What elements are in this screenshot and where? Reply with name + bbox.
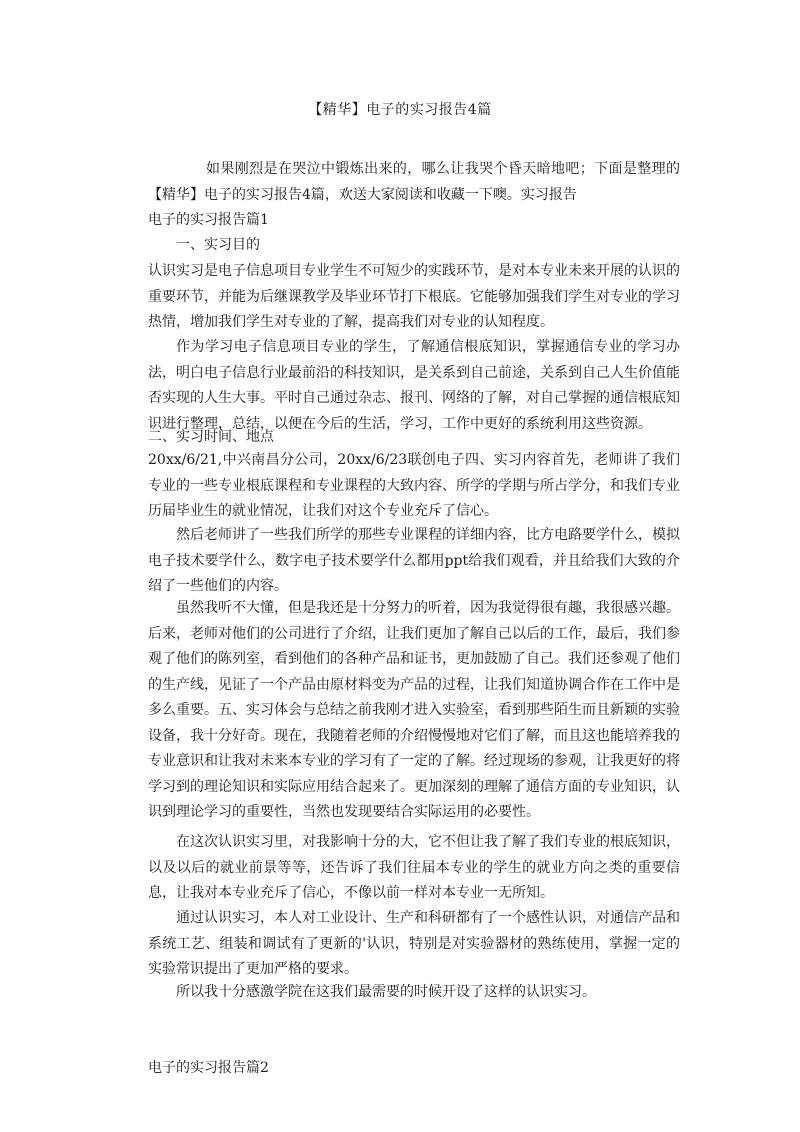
document-title: 【精华】电子的实习报告4篇: [308, 102, 492, 118]
report2-heading: 电子的实习报告篇2: [148, 1060, 269, 1076]
paragraph-6: 在这次认识实习里，对我影响十分的大，它不但让我了解了我们专业的根底知识，以及以后的就业前景等等，还告诉了我们往届本专业的学生的就业方向之类的重要信息，让我对本专业充斥了信心，不像以前一样对本专业一无所知。: [148, 834, 680, 901]
report1-heading: 电子的实习报告篇1: [148, 212, 269, 228]
paragraph-2: 作为学习电子信息项目专业的学生，了解通信根底知识，掌握通信专业的学习办法，明白电子信息行业最前沿的科技知识，是关系到自己前途，关系到自己人生价值能否实现的人生大事。平时自己通过杂志、报刊、网络的了解，对自己掌握的通信根底知识进行整理，总结，以便在今后的生活，学习，工作中更好的系统利用这些资源。: [148, 339, 680, 432]
section1-heading: 一、实习目的: [176, 237, 260, 253]
section2-heading: 二、实习时间、地点: [148, 429, 274, 445]
paragraph-3: 20xx/6/21,中兴南昌分公司，20xx/6/23联创电子四、实习内容首先，老师讲了我们专业的一些专业根底课程和专业课程的大致内容、所学的学期与所占学分，和我们专业历届毕业生的就业情况，让我们对这个专业充斥了信心。: [148, 452, 680, 519]
paragraph-5: 虽然我听不大懂，但是我还是十分努力的听着，因为我觉得很有趣，我很感兴趣。后来，老师对他们的公司进行了介绍，让我们更加了解自己以后的工作，最后，我们参观了他们的陈列室，看到他们的各种产品和证书，更加鼓励了自己。我们还参观了他们的生产线，见证了一个产品由原材料变为产品的过程，让我们知道协调合作在工作中是多么重要。五、实习体会与总结之前我刚才进入实验室，看到那些陌生而且新颖的实验设备，我十分好奇。现在，我随着老师的介绍慢慢地对它们了解，而且这也能培养我的专业意识和让我对未来本专业的学习有了一定的了解。经过现场的参观，让我更好的将学习到的理论知识和实际应用结合起来了。更加深刻的理解了通信方面的专业知识，认识到理论学习的重要性，当然也发现要结合实际运用的必要性。: [148, 600, 680, 820]
paragraph-7: 通过认识实习，本人对工业设计、生产和科研都有了一个感性认识，对通信产品和系统工艺、组装和调试有了更新的'认识，特别是对实验器材的熟练使用，掌握一定的实验常识提出了更加严格的要求。: [148, 910, 680, 977]
paragraph-4: 然后老师讲了一些我们所学的那些专业课程的详细内容，比方电路要学什么，模拟电子技术要学什么，数字电子技术要学什么都用ppt给我们观看，并且给我们大致的介绍了一些他们的内容。: [148, 527, 680, 594]
paragraph-1: 认识实习是电子信息项目专业学生不可短少的实践环节，是对本专业未来开展的认识的重要环节，并能为后继课教学及毕业环节打下根底。它能够加强我们学生对专业的学习热情，增加我们学生对专业的了解，提高我们对专业的认知程度。: [148, 263, 680, 330]
intro-paragraph: 如果刚烈是在哭泣中锻炼出来的，哪么让我哭个昏天暗地吧；下面是整理的【精华】电子的实习报告4篇，欢送大家阅读和收藏一下噢。实习报告: [148, 161, 680, 203]
paragraph-8: 所以我十分感激学院在这我们最需要的时候开设了这样的认识实习。: [176, 984, 596, 1000]
